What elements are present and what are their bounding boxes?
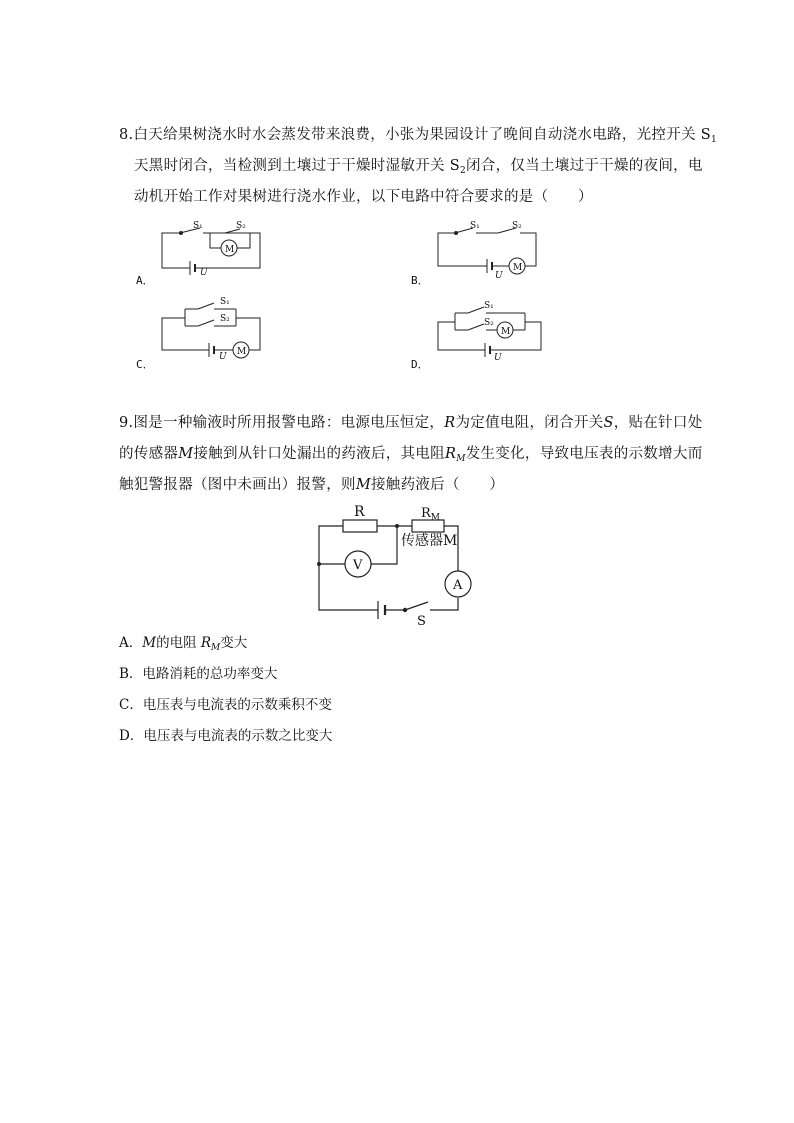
a-source-label: U <box>200 268 208 278</box>
d-source-label: U <box>494 353 502 363</box>
q9-number: 9. <box>119 415 134 431</box>
q8-number: 8. <box>119 127 134 143</box>
sensor-label: 传感器M <box>401 533 458 549</box>
switch-s-label: S <box>417 614 426 629</box>
c-source-label: U <box>219 352 227 362</box>
c-s2-label: S₂ <box>220 314 230 324</box>
q8-line1: 8.白天给果树浇水时水会蒸发带来浪费，小张为果园设计了晚间自动浇水电路，光控开关 $S_1$ <box>119 127 718 145</box>
b-s2-label: S₂ <box>512 221 522 231</box>
q8-option-d-label[interactable]: D． <box>411 358 429 371</box>
a-s1-label: S₁ <box>193 221 203 231</box>
a-s2-label: S₂ <box>236 221 246 231</box>
q9-line2: 的传感器M接触到从针口处漏出的药液后，其电阻$R_M$发生变化，导致电压表的示数增大而 <box>119 446 703 464</box>
b-motor-label: M <box>513 263 523 273</box>
q8-option-a-label[interactable]: A． <box>136 274 154 287</box>
a-motor-label: M <box>225 245 235 255</box>
b-source-label: U <box>495 271 503 281</box>
q8-option-b-label[interactable]: B． <box>411 274 429 287</box>
d-s1-label: S₁ <box>484 301 494 311</box>
voltmeter-label: V <box>353 558 363 573</box>
q9-option-d[interactable]: D．电压表与电流表的示数之比变大 <box>119 728 333 744</box>
resistor-r-label: R <box>354 504 365 520</box>
q9-line3: 触犯警报器（图中未画出）报警，则M接触药液后（ ） <box>119 477 505 493</box>
c-s1-label: S₁ <box>220 297 230 307</box>
q9-option-c[interactable]: C．电压表与电流表的示数乘积不变 <box>119 697 332 713</box>
d-s2-label: S₂ <box>484 318 494 328</box>
q9-line1: 9.图是一种输液时所用报警电路：电源电压恒定，R为定值电阻，闭合开关S，贴在针口处 <box>119 415 703 431</box>
ammeter-label: A <box>453 578 463 593</box>
q9-option-b[interactable]: B．电路消耗的总功率变大 <box>119 666 278 682</box>
q8-line3: 动机开始工作对果树进行浇水作业，以下电路中符合要求的是（ ） <box>134 189 593 205</box>
d-motor-label: M <box>501 327 511 337</box>
q9-option-a[interactable]: A．M的电阻 $R_M$变大 <box>119 635 248 653</box>
q8-option-c-label[interactable]: C． <box>136 358 154 371</box>
resistor-rm-label: $R_M$ <box>421 506 441 523</box>
q8-line2: 天黑时闭合，当检测到土壤过于干燥时湿敏开关 $S_2$闭合，仅当土壤过于干燥的夜间，电 <box>134 158 703 176</box>
c-motor-label: M <box>237 347 247 357</box>
b-s1-label: S₁ <box>470 221 480 231</box>
